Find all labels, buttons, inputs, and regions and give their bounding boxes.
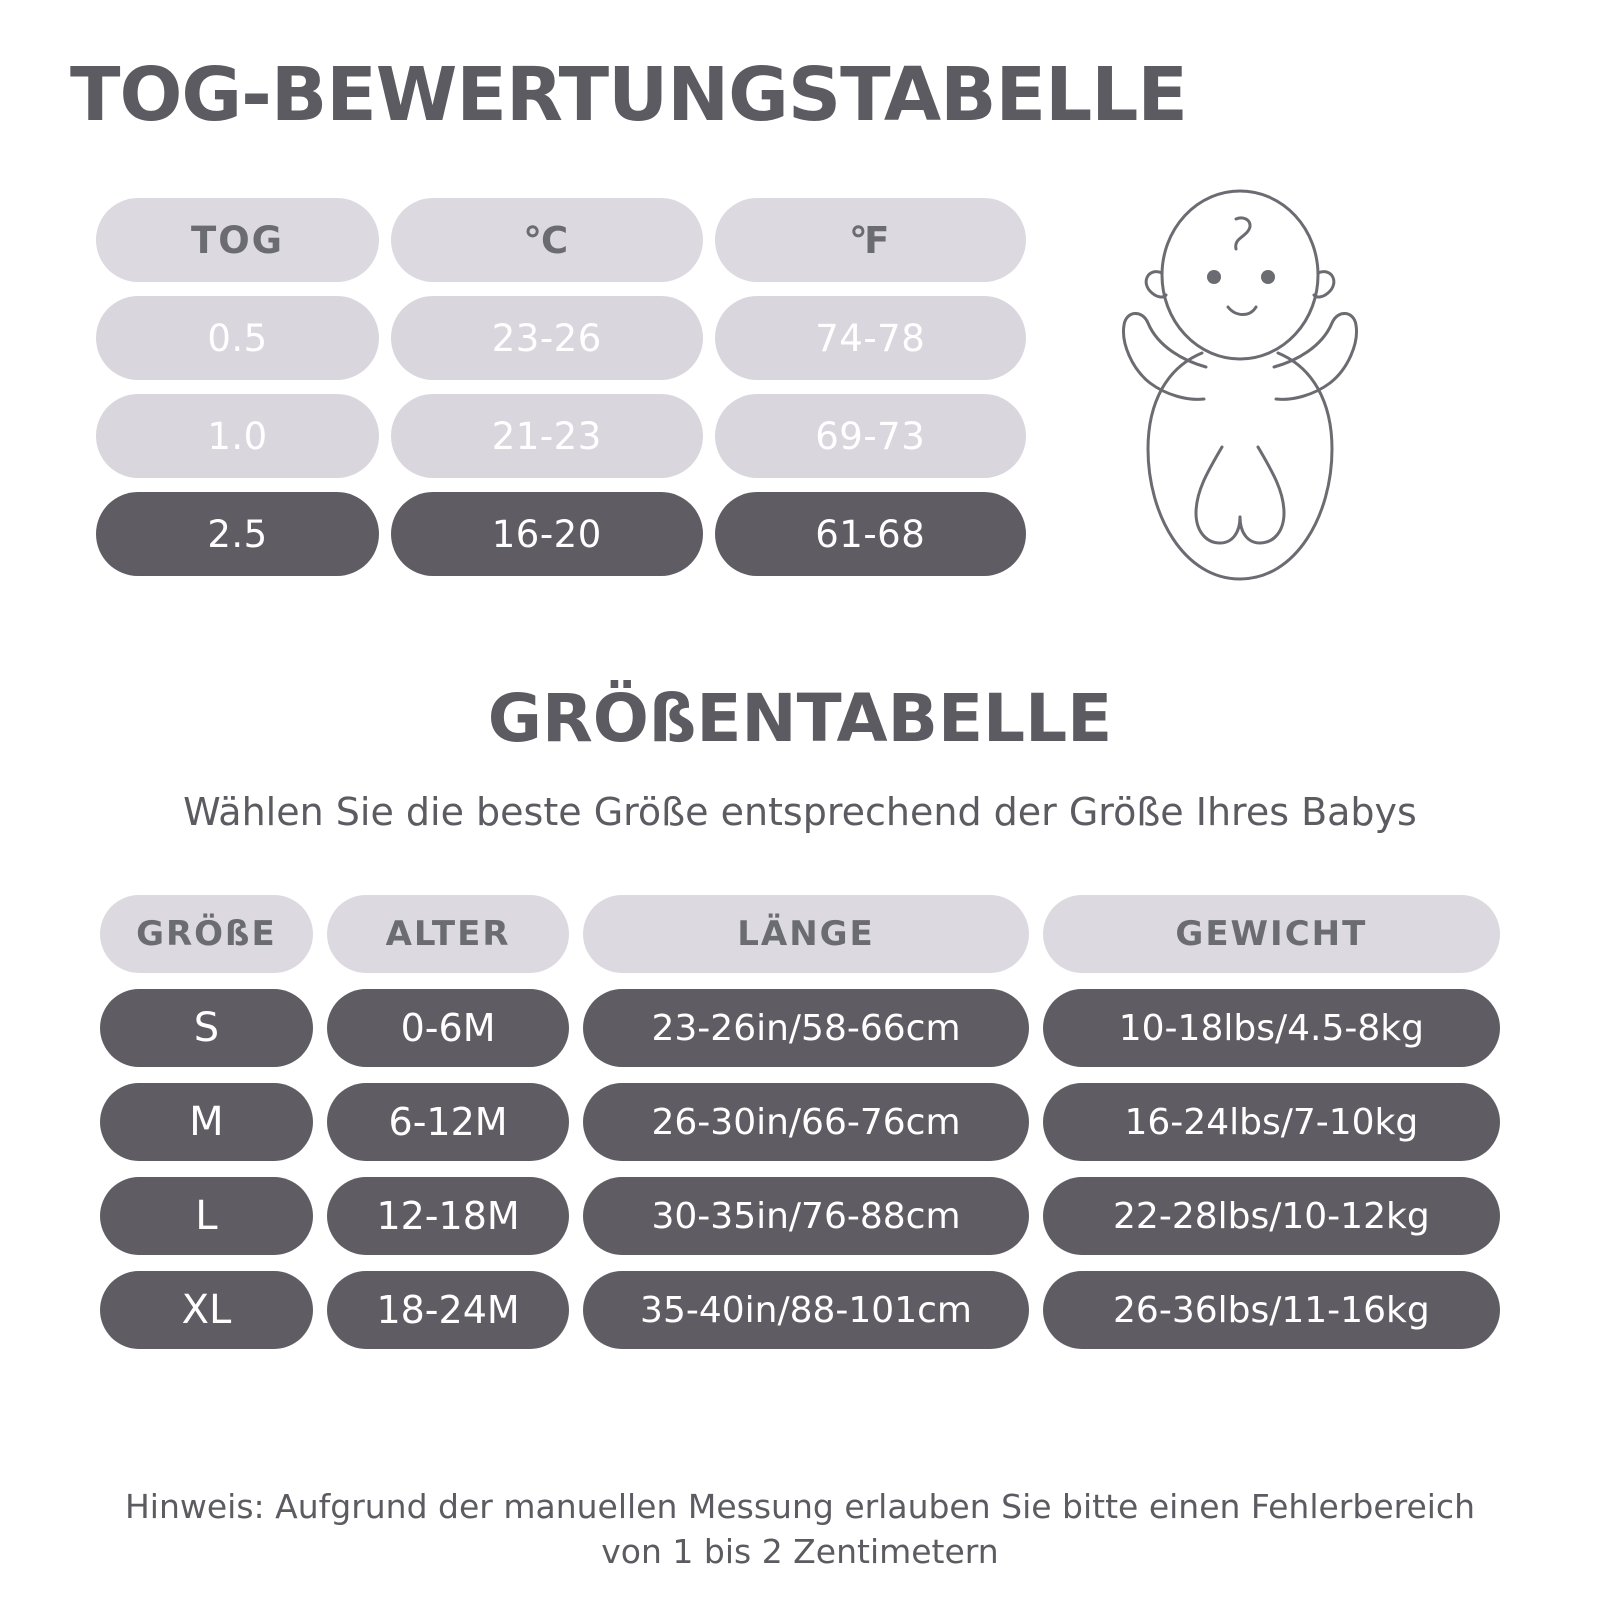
table-row [96,492,1026,576]
length-value: 23-26in/58-66cm [583,989,1028,1067]
length-value: 30-35in/76-88cm [583,1177,1028,1255]
size-table [100,895,1500,1365]
size-chart-subtitle: Wählen Sie die beste Größe entsprechend der Größe Ihres Babys [183,790,1417,834]
tog-fahrenheit-value: 74-78 [715,296,1027,380]
tog-fahrenheit-value: 69-73 [715,394,1027,478]
age-value: 12-18M [327,1177,570,1255]
table-row [100,989,1500,1067]
table-row [100,1083,1500,1161]
tog-value: 2.5 [96,492,379,576]
age-value: 18-24M [327,1271,570,1349]
size-value: S [100,989,313,1067]
weight-value: 22-28lbs/10-12kg [1043,1177,1500,1255]
baby-icon [1110,185,1370,635]
tog-value: 1.0 [96,394,379,478]
measurement-note-line2: von 1 bis 2 Zentimetern [601,1531,999,1571]
size-header-size: GRÖßE [100,895,313,973]
tog-header-tog: TOG [96,198,379,282]
tog-header-fahrenheit: ℉ [715,198,1027,282]
size-value: M [100,1083,313,1161]
tog-table-header-row [96,198,1026,282]
tog-value: 0.5 [96,296,379,380]
size-header-length: LÄNGE [583,895,1028,973]
tog-chart-title: TOG-BEWERTUNGSTABELLE [70,52,1187,138]
tog-fahrenheit-value: 61-68 [715,492,1027,576]
size-value: L [100,1177,313,1255]
length-value: 35-40in/88-101cm [583,1271,1028,1349]
tog-header-celsius: ℃ [391,198,703,282]
table-row [100,1177,1500,1255]
tog-celsius-value: 23-26 [391,296,703,380]
tog-celsius-value: 21-23 [391,394,703,478]
size-header-weight: GEWICHT [1043,895,1500,973]
age-value: 6-12M [327,1083,570,1161]
size-chart-title: GRÖßENTABELLE [487,680,1113,757]
measurement-note [0,1485,1600,1574]
size-header-age: ALTER [327,895,570,973]
size-value: XL [100,1271,313,1349]
weight-value: 26-36lbs/11-16kg [1043,1271,1500,1349]
length-value: 26-30in/66-76cm [583,1083,1028,1161]
table-row [96,296,1026,380]
tog-celsius-value: 16-20 [391,492,703,576]
age-value: 0-6M [327,989,570,1067]
size-table-header-row [100,895,1500,973]
tog-table [96,198,1026,590]
measurement-note-line1: Hinweis: Aufgrund der manuellen Messung erlauben Sie bitte einen Fehlerbereich [124,1487,1475,1526]
table-row [96,394,1026,478]
weight-value: 16-24lbs/7-10kg [1043,1083,1500,1161]
table-row [100,1271,1500,1349]
weight-value: 10-18lbs/4.5-8kg [1043,989,1500,1067]
